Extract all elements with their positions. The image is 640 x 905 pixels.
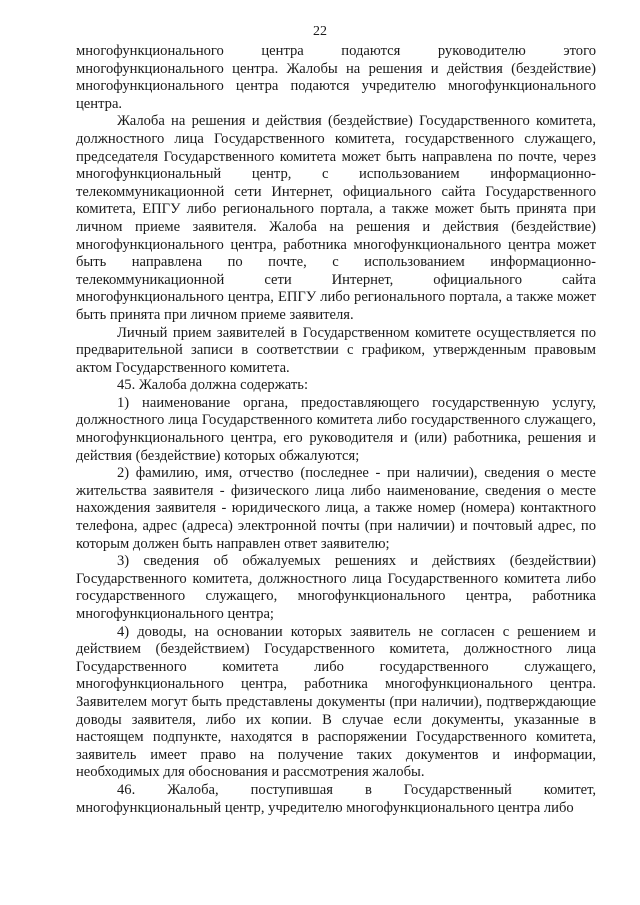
paragraph-subitem-1: 1) наименование органа, предоставляющего государственную услугу, должностного лица Государственного комитета либо государственного служащего, многофункционального центра, его руководителя и (или) работника, решения и действия (бездействие) которых обжалуются; bbox=[76, 394, 596, 464]
page-number: 22 bbox=[313, 24, 327, 39]
paragraph-item-45: 45. Жалоба должна содержать: bbox=[117, 377, 308, 394]
paragraph-subitem-2: 2) фамилию, имя, отчество (последнее - при наличии), сведения о месте жительства заявителя - физического лица либо наименование, сведения о месте нахождения заявителя - юридического лица, а также номер (номера) контактного телефона, адрес (адреса) электронной почты (при наличии) и почтовый адрес, по которым должен быть направлен ответ заявителю; bbox=[76, 465, 596, 552]
paragraph-subitem-4: 4) доводы, на основании которых заявитель не согласен с решением и действием (бездействием) Государственного комитета, должностного лица Государственного комитета либо государственного служащего, многофункционального центра, работника многофункционального центра. Заявителем могут быть представлены документы (при наличии), подтверждающие доводы заявителя, либо их копии. В случае если документы, указанные в настоящем подпункте, находятся в распоряжении Государственного комитета, заявитель имеет право на получение таких документов и информации, необходимых для обоснования и рассмотрения жалобы. bbox=[76, 623, 596, 781]
paragraph-complaint-channels: Жалоба на решения и действия (бездействие) Государственного комитета, должностного лица Государственного комитета, государственного служащего, председателя Государственного комитета может быть направлена по почте, через многофункциональный центр, с использованием информационно-телекоммуникационной сети Интернет, официального сайта Государственного комитета, ЕПГУ либо регионального портала, а также может быть принята при личном приеме заявителя. Жалоба на решения и действия (бездействие) многофункционального центра, работника многофункционального центра может быть направлена по почте, с использованием информационно-телекоммуникационной сети Интернет, официального сайта многофункционального центра, ЕПГУ либо регионального портала, а также может быть принята при личном приеме заявителя. bbox=[76, 113, 596, 323]
paragraph-subitem-3: 3) сведения об обжалуемых решениях и действиях (бездействии) Государственного комитета, должностного лица Государственного комитета либо государственного служащего, многофункционального центра, работника многофункционального центра; bbox=[76, 553, 596, 622]
paragraph-continued: многофункционального центра подаются руководителю этого многофункционального центра. Жалобы на решения и действия (бездействие) многофункционального центра подаются учредителю многофункционального центра. bbox=[76, 43, 596, 112]
document-body bbox=[76, 43, 596, 817]
paragraph-personal-reception: Личный прием заявителей в Государственном комитете осуществляется по предварительной записи в соответствии с графиком, утвержденным правовым актом Государственного комитета. bbox=[76, 324, 596, 376]
paragraph-item-46: 46. Жалоба, поступившая в Государственный комитет, многофункциональный центр, учредителю многофункционального центра либо bbox=[76, 781, 596, 816]
